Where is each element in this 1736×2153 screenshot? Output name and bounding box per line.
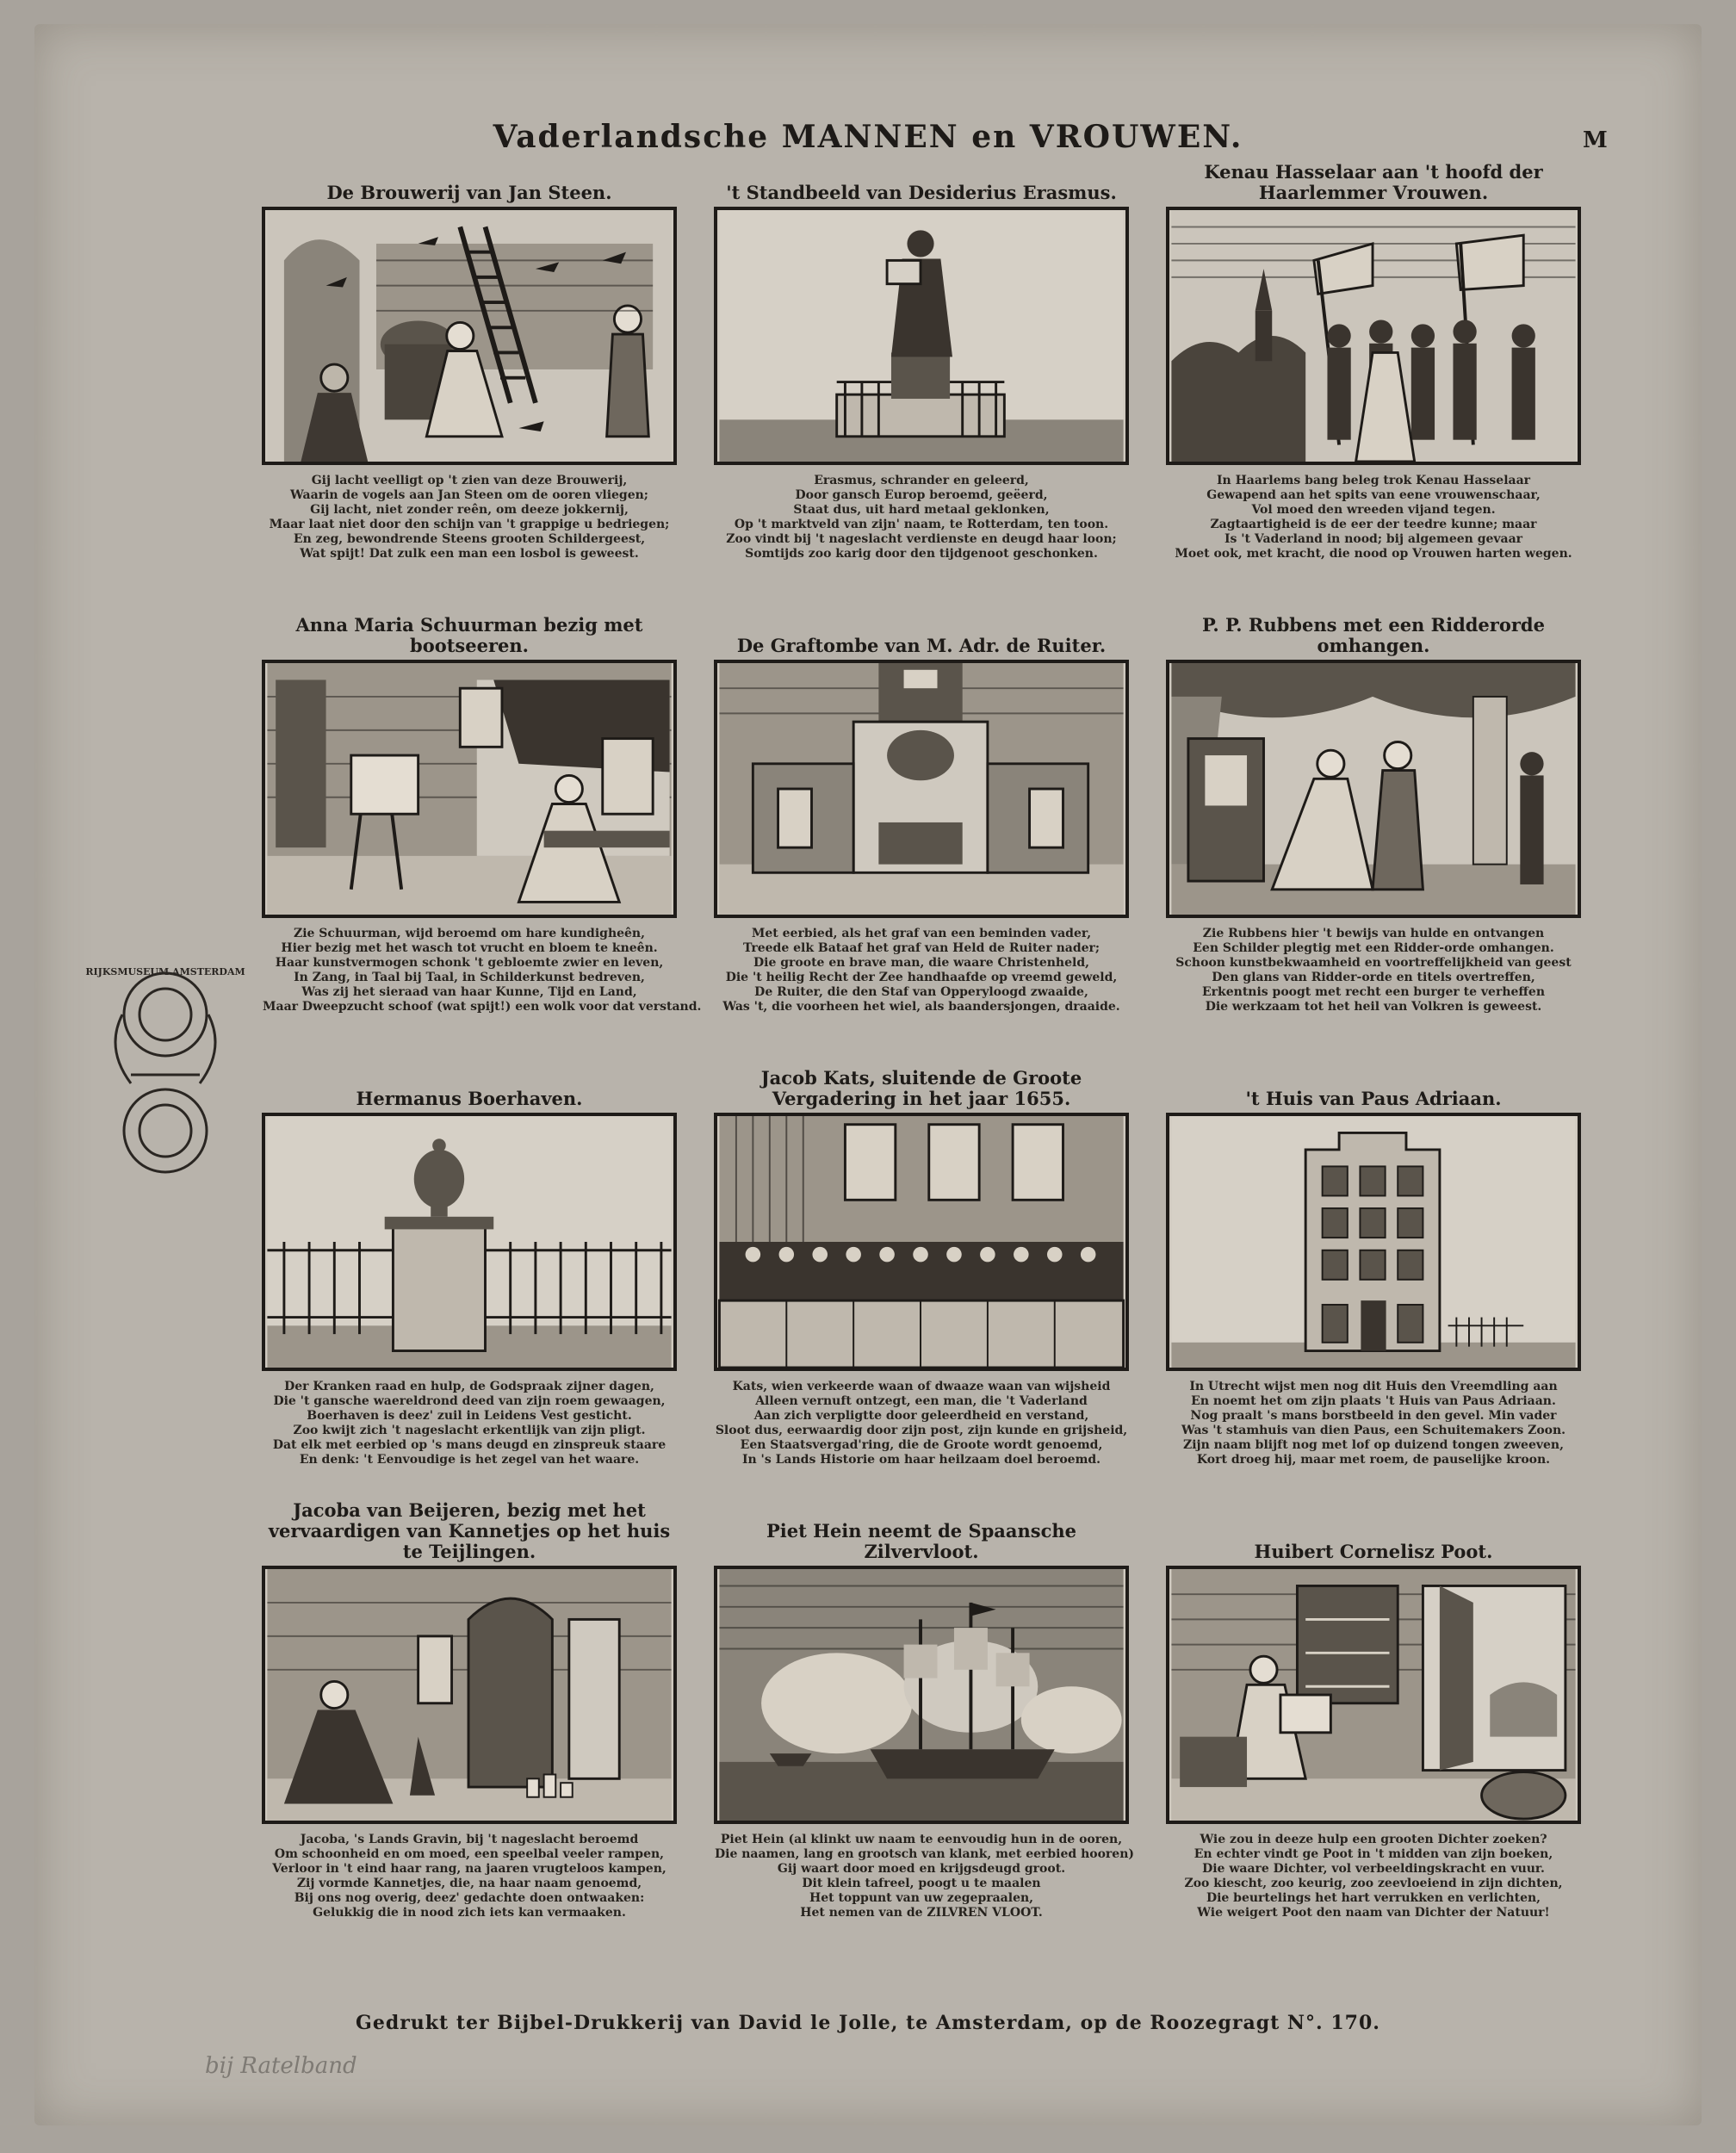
verse-line: Die 't gansche waereldrond deed van zijn roem gewaagen,	[273, 1394, 666, 1408]
verse-line: Der Kranken raad en hulp, de Godspraak zijner dagen,	[284, 1380, 654, 1393]
verse-line: Met eerbied, als het graf van een beminden vader,	[751, 927, 1092, 940]
verse-line: Een Schilder plegtig met een Ridder-orde omhangen.	[1193, 941, 1554, 955]
assembly-hall-icon	[717, 1116, 1125, 1368]
brewery-scene-icon	[265, 210, 673, 462]
verse-line: Was 't stamhuis van dien Paus, een Schuitemakers Zoon.	[1181, 1424, 1566, 1437]
verse-line: Die naamen, lang en grootsch van klank, met eerbied hooren)	[715, 1847, 1135, 1861]
panel-verse	[1167, 1833, 1580, 1920]
panel-verse	[715, 1380, 1128, 1467]
verse-line: Zij vormde Kannetjes, die, na haar naam genoemd,	[296, 1877, 642, 1890]
verse-line: In Haarlems bang beleg trok Kenau Hasselaar	[1216, 474, 1531, 487]
verse-line: Den glans van Ridder-orde en titels overtreffen,	[1212, 971, 1535, 984]
printer-imprint: Gedrukt ter Bijbel-Drukkerij van David le Jolle, te Amsterdam, op de Roozegragt N°. 170.	[356, 2012, 1380, 2034]
verse-line: Moet ook, met kracht, die nood op Vrouwen harten wegen.	[1175, 547, 1572, 561]
verse-line: Om schoonheid en om moed, een speelbal veeler rampen,	[274, 1847, 665, 1861]
panel-caption: Piet Hein neemt de Spaansche Zilvervloot.	[766, 1520, 1077, 1562]
statue-scene-icon	[717, 210, 1125, 462]
verse-line: Kort droeg hij, maar met roem, de pauselijke kroon.	[1196, 1453, 1551, 1467]
panel-hermanus-boerhaven	[258, 1068, 680, 1516]
panel-verse	[263, 474, 676, 562]
verse-line: Dat elk met eerbied op 's mans deugd en zinspreuk staare	[272, 1438, 666, 1452]
verse-line: En echter vindt ge Poot in 't midden van zijn boeken,	[1194, 1847, 1553, 1861]
panel-standbeeld-erasmus	[710, 162, 1132, 610]
woodcut-poot	[1166, 1566, 1581, 1824]
verse-line: In 's Lands Historie om haar heilzaam doel beroemd.	[741, 1453, 1101, 1467]
verse-line: Vol moed den wreeden vijand tegen.	[1251, 503, 1496, 517]
woodcut-paus-adriaan-house	[1166, 1113, 1581, 1371]
verse-line: In Zang, in Taal bij Taal, in Schilderkunst bedreven,	[294, 971, 645, 984]
panel-caption: Anna Maria Schuurman bezig met bootseeren.	[295, 614, 643, 656]
verse-line: En denk: 't Eenvoudige is het zegel van het waare.	[299, 1453, 640, 1467]
panel-graftombe-de-ruiter	[710, 615, 1132, 1063]
castle-courtyard-icon	[265, 1569, 673, 1821]
panel-caption: De Brouwerij van Jan Steen.	[326, 182, 612, 203]
verse-line: Gelukkig die in nood zich iets kan vermaaken.	[313, 1906, 626, 1920]
panel-caption: 't Huis van Paus Adriaan.	[1245, 1088, 1502, 1109]
panel-verse	[715, 474, 1128, 562]
verse-line: Schoon kunstbekwaamheid en voortreffelijkheid van geest	[1175, 956, 1572, 970]
panel-grid	[258, 162, 1602, 1970]
verse-line: Verloor in 't eind haar rang, na jaaren vrugteloos kampen,	[272, 1862, 666, 1876]
verse-line: Die beurtelings het hart verrukken en verlichten,	[1206, 1891, 1541, 1905]
panel-anna-maria-schuurman	[258, 614, 702, 1063]
sheet-number: M	[1583, 127, 1608, 153]
panel-verse	[1167, 927, 1580, 1014]
panel-caption: P. P. Rubbens met een Ridderorde omhangen.	[1202, 614, 1545, 656]
battle-scene-icon	[1169, 210, 1578, 462]
verse-line: Wat spijt! Dat zulk een man een losbol is geweest.	[300, 547, 639, 561]
woodcut-rubbens	[1166, 660, 1581, 918]
panel-caption: Kenau Hasselaar aan 't hoofd der Haarlemmer Vrouwen.	[1204, 161, 1543, 203]
panel-jacob-kats	[710, 1068, 1132, 1516]
verse-line: Maar laat niet door den schijn van 't grappige u bedriegen;	[269, 518, 670, 531]
pencil-annotation: bij Ratelband	[205, 2053, 357, 2079]
verse-line: Gij lacht, niet zonder reên, om deeze jokkernij,	[310, 503, 629, 517]
verse-line: Maar Dweepzucht schoof (wat spijt!) een wolk voor dat verstand.	[263, 1000, 702, 1014]
verse-line: En noemt het om zijn plaats 't Huis van Paus Adriaan.	[1191, 1394, 1556, 1408]
verse-line: Erkentnis poogt met recht een burger te verheffen	[1201, 985, 1546, 999]
panel-caption: 't Standbeeld van Desiderius Erasmus.	[726, 182, 1117, 203]
panel-kenau-hasselaar	[1162, 162, 1584, 610]
verse-line: Boerhaven is deez' zuil in Leidens Vest gesticht.	[307, 1409, 632, 1423]
verse-line: Staat dus, uit hard metaal geklonken,	[793, 503, 1050, 517]
woodcut-erasmus-statue	[714, 207, 1129, 465]
woodcut-schuurman	[262, 660, 677, 918]
verse-line: Door gansch Europ beroemd, geëerd,	[795, 488, 1048, 502]
verse-line: Haar kunstvermogen schonk 't gebloemte zwier en leven,	[275, 956, 664, 970]
verse-line: Gij waart door moed en krijgsdeugd groot.	[777, 1862, 1066, 1876]
woodcut-de-ruiter-tomb	[714, 660, 1129, 918]
woodcut-jacoba	[262, 1566, 677, 1824]
verse-line: Zoo kwijt zich 't nageslacht erkentlijk van zijn pligt.	[293, 1424, 646, 1437]
verse-line: Zagtaartigheid is de eer der teedre kunne; maar	[1210, 518, 1537, 531]
panel-piet-hein	[710, 1520, 1135, 1969]
verse-line: Sloot dus, eerwaardig door zijn post, zijn kunde en grijsheid,	[715, 1424, 1128, 1437]
tomb-scene-icon	[717, 663, 1125, 915]
sea-battle-icon	[717, 1569, 1125, 1821]
verse-line: Was zij het sieraad van haar Kunne, Tijd en Land,	[301, 985, 637, 999]
panel-caption: Jacob Kats, sluitende de Groote Vergadering in het jaar 1655.	[760, 1067, 1082, 1109]
verse-line: Zijn naam blijft nog met lof op duizend tongen zweeven,	[1183, 1438, 1564, 1452]
verse-line: Zoo kiescht, zoo keurig, zoo zeevloeiend in zijn dichten,	[1184, 1877, 1563, 1890]
woodcut-zilvervloot	[714, 1566, 1129, 1824]
verse-line: Een Staatsvergad'ring, die de Groote wordt genoemd,	[740, 1438, 1103, 1452]
panel-caption: Jacoba van Beijeren, bezig met het vervaardigen van Kannetjes op het huis te Teijlingen.	[268, 1499, 671, 1562]
verse-line: Alleen vernuft ontzegt, een man, die 't Vaderland	[755, 1394, 1088, 1408]
panel-caption: De Graftombe van M. Adr. de Ruiter.	[736, 635, 1107, 656]
panel-caption: Hermanus Boerhaven.	[356, 1088, 583, 1109]
verse-line: Hier bezig met het wasch tot vrucht en bloem te kneên.	[281, 941, 658, 955]
ceremony-scene-icon	[1169, 663, 1578, 915]
verse-line: Treede elk Bataaf het graf van Held de Ruiter nader;	[742, 941, 1100, 955]
panel-verse	[263, 927, 702, 1014]
panel-caption: Huibert Cornelisz Poot.	[1254, 1541, 1493, 1562]
verse-line: Bij ons nog overig, deez' gedachte doen ontwaaken:	[294, 1891, 645, 1905]
verse-line: Die werkzaam tot het heil van Volkren is geweest.	[1205, 1000, 1542, 1014]
verse-line: Nog praalt 's mans borstbeeld in den gevel. Min vader	[1190, 1409, 1557, 1423]
verse-line: In Utrecht wijst men nog dit Huis den Vreemdling aan	[1189, 1380, 1558, 1393]
panel-verse	[1167, 474, 1580, 562]
woodcut-kenau	[1166, 207, 1581, 465]
verse-line: Dit klein tafreel, poogt u te maalen	[802, 1877, 1041, 1890]
panel-verse	[715, 927, 1128, 1014]
verse-line: Zie Schuurman, wijd beroemd om hare kundigheên,	[293, 927, 645, 940]
panel-huis-paus-adriaan	[1162, 1068, 1584, 1516]
woodcut-brewery	[262, 207, 677, 465]
woodcut-boerhaven-monument	[262, 1113, 677, 1371]
verse-line: De Ruiter, die den Staf van Opperyloogd zwaaide,	[754, 985, 1088, 999]
panel-verse	[715, 1833, 1135, 1920]
verse-line: Somtijds zoo karig door den tijdgenoot geschonken.	[745, 547, 1098, 561]
verse-line: En zeg, bewondrende Steens grooten Schildergeest,	[293, 532, 646, 546]
verse-line: Was 't, die voorheen het wiel, als baandersjongen, draaide.	[722, 1000, 1120, 1014]
stamp-text: RIJKSMUSEUM AMSTERDAM	[85, 966, 245, 977]
monument-scene-icon	[265, 1116, 673, 1368]
panel-brouwerij-jan-steen	[258, 162, 680, 610]
verse-line: Gewapend aan het spits van eene vrouwenschaar,	[1206, 488, 1541, 502]
verse-line: Op 't marktveld van zijn' naam, te Rotterdam, ten toon.	[734, 518, 1109, 531]
verse-line: Gij lacht veelligt op 't zien van deze Brouwerij,	[311, 474, 628, 487]
woodcut-groote-vergadering	[714, 1113, 1129, 1371]
verse-line: Aan zich verpligtte door geleerdheid en verstand,	[753, 1409, 1089, 1423]
panel-verse	[263, 1833, 676, 1920]
verse-line: Erasmus, schrander en geleerd,	[814, 474, 1029, 487]
verse-line: Zie Rubbens hier 't bewijs van hulde en ontvangen	[1202, 927, 1545, 940]
verse-line: Piet Hein (al klinkt uw naam te eenvoudig hun in de ooren,	[720, 1833, 1123, 1846]
house-facade-icon	[1169, 1116, 1578, 1368]
verse-line: Die groote en brave man, die waare Christenheld,	[753, 956, 1089, 970]
poet-interior-icon	[1169, 1569, 1578, 1821]
museum-stamp-icon	[85, 954, 245, 1195]
verse-line: Jacoba, 's Lands Gravin, bij 't nageslacht beroemd	[300, 1833, 639, 1846]
verse-line: Het nemen van de ZILVREN VLOOT.	[800, 1906, 1043, 1920]
verse-line: Die waare Dichter, vol verbeeldingskracht en vuur.	[1202, 1862, 1545, 1876]
verse-line: Wie zou in deeze hulp een grooten Dichter zoeken?	[1200, 1833, 1547, 1846]
panel-huibert-cornelisz-poot	[1162, 1521, 1584, 1969]
panel-verse	[263, 1380, 676, 1467]
verse-line: Is 't Vaderland in nood; bij algemeen gevaar	[1224, 532, 1523, 546]
verse-line: Het toppunt van uw zegepraalen,	[809, 1891, 1034, 1905]
panel-rubbens-ridderorde	[1162, 615, 1584, 1063]
verse-line: Zoo vindt bij 't nageslacht verdienste en deugd haar loon;	[726, 532, 1117, 546]
verse-line: Kats, wien verkeerde waan of dwaaze waan van wijsheid	[732, 1380, 1111, 1393]
panel-verse	[1167, 1380, 1580, 1467]
verse-line: Waarin de vogels aan Jan Steen om de ooren vliegen;	[290, 488, 648, 502]
panel-jacoba-van-beijeren	[258, 1499, 680, 1969]
sheet-title: Vaderlandsche MANNEN en VROUWEN.	[493, 119, 1243, 155]
interior-scene-icon	[265, 663, 673, 915]
verse-line: Die 't heilig Recht der Zee handhaafde op vreemd geweld,	[725, 971, 1118, 984]
verse-line: Wie weigert Poot den naam van Dichter der Natuur!	[1197, 1906, 1550, 1920]
